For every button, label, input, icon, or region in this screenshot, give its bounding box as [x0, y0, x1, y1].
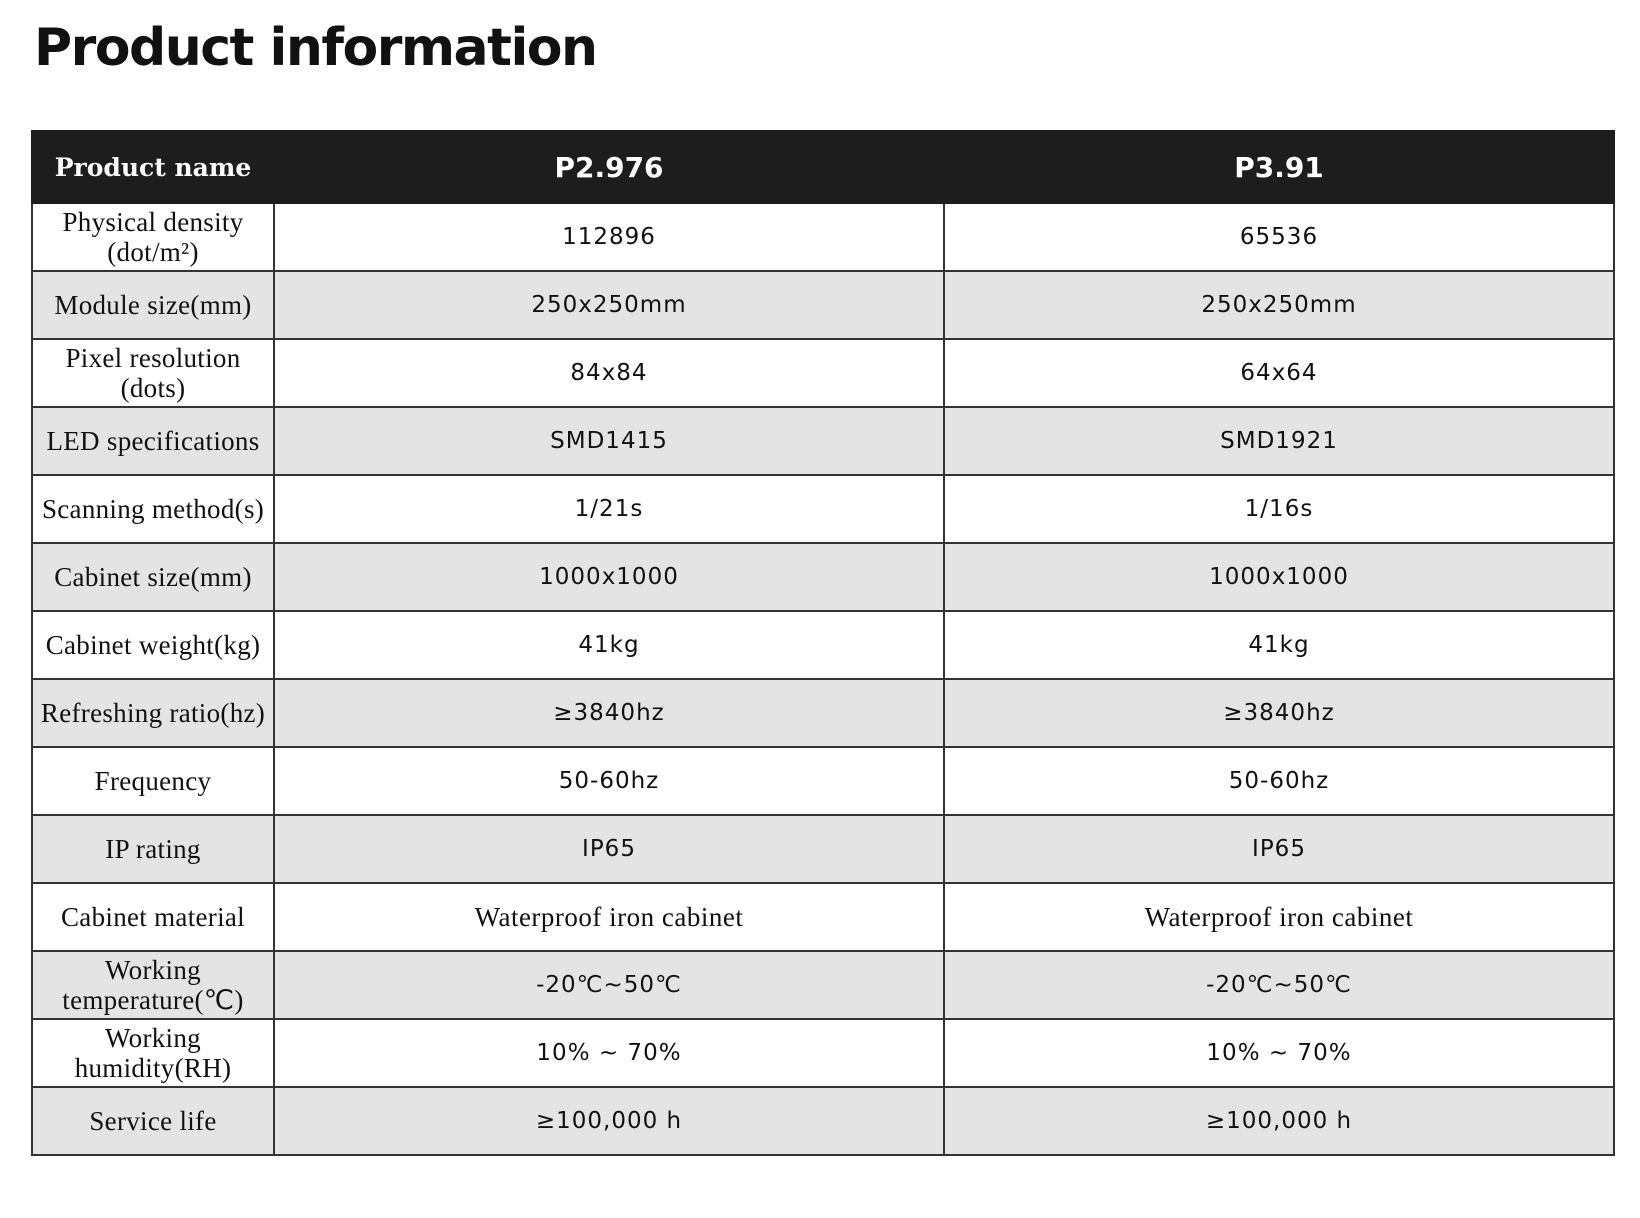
- table-row: [32, 543, 1614, 611]
- cell-value: 1/16s: [944, 475, 1614, 543]
- table-header-row: [32, 131, 1614, 203]
- cell-value: 41kg: [274, 611, 944, 679]
- cell-value: 50-60hz: [944, 747, 1614, 815]
- product-spec-table: [31, 130, 1615, 1156]
- cell-value: 10% ~ 70%: [274, 1019, 944, 1087]
- row-label: Pixel resolution (dots): [32, 339, 274, 407]
- cell-value: 50-60hz: [274, 747, 944, 815]
- cell-value: 10% ~ 70%: [944, 1019, 1614, 1087]
- cell-value: SMD1415: [274, 407, 944, 475]
- table-row: [32, 475, 1614, 543]
- table-row: [32, 203, 1614, 271]
- cell-value: Waterproof iron cabinet: [944, 883, 1614, 951]
- cell-value: 84x84: [274, 339, 944, 407]
- cell-value: 250x250mm: [274, 271, 944, 339]
- row-label: LED specifications: [32, 407, 274, 475]
- table-row: [32, 1087, 1614, 1155]
- cell-value: 65536: [944, 203, 1614, 271]
- table-row: [32, 815, 1614, 883]
- cell-value: IP65: [274, 815, 944, 883]
- cell-value: ≥100,000 h: [944, 1087, 1614, 1155]
- table-row: [32, 747, 1614, 815]
- cell-value: -20℃~50℃: [274, 951, 944, 1019]
- cell-value: IP65: [944, 815, 1614, 883]
- table-row: [32, 407, 1614, 475]
- cell-value: ≥3840hz: [274, 679, 944, 747]
- table-row: [32, 679, 1614, 747]
- cell-value: 1000x1000: [944, 543, 1614, 611]
- table-row: [32, 1019, 1614, 1087]
- row-label: Refreshing ratio(hz): [32, 679, 274, 747]
- header-model-p391: P3.91: [944, 131, 1614, 203]
- cell-value: Waterproof iron cabinet: [274, 883, 944, 951]
- table-row: [32, 271, 1614, 339]
- table-row: [32, 611, 1614, 679]
- row-label: Physical density (dot/m²): [32, 203, 274, 271]
- page-title: Product information: [34, 18, 597, 78]
- cell-value: 41kg: [944, 611, 1614, 679]
- row-label: Working temperature(℃): [32, 951, 274, 1019]
- table-row: [32, 339, 1614, 407]
- table-row: [32, 883, 1614, 951]
- cell-value: SMD1921: [944, 407, 1614, 475]
- header-model-p2976: P2.976: [274, 131, 944, 203]
- cell-value: 1/21s: [274, 475, 944, 543]
- cell-value: 64x64: [944, 339, 1614, 407]
- row-label: Cabinet weight(kg): [32, 611, 274, 679]
- header-product-name: Product name: [32, 131, 274, 203]
- row-label: Service life: [32, 1087, 274, 1155]
- row-label: Cabinet material: [32, 883, 274, 951]
- row-label: Module size(mm): [32, 271, 274, 339]
- cell-value: ≥3840hz: [944, 679, 1614, 747]
- cell-value: 1000x1000: [274, 543, 944, 611]
- cell-value: -20℃~50℃: [944, 951, 1614, 1019]
- row-label: Scanning method(s): [32, 475, 274, 543]
- cell-value: 112896: [274, 203, 944, 271]
- cell-value: ≥100,000 h: [274, 1087, 944, 1155]
- row-label: IP rating: [32, 815, 274, 883]
- row-label: Frequency: [32, 747, 274, 815]
- table-row: [32, 951, 1614, 1019]
- cell-value: 250x250mm: [944, 271, 1614, 339]
- row-label: Cabinet size(mm): [32, 543, 274, 611]
- row-label: Working humidity(RH): [32, 1019, 274, 1087]
